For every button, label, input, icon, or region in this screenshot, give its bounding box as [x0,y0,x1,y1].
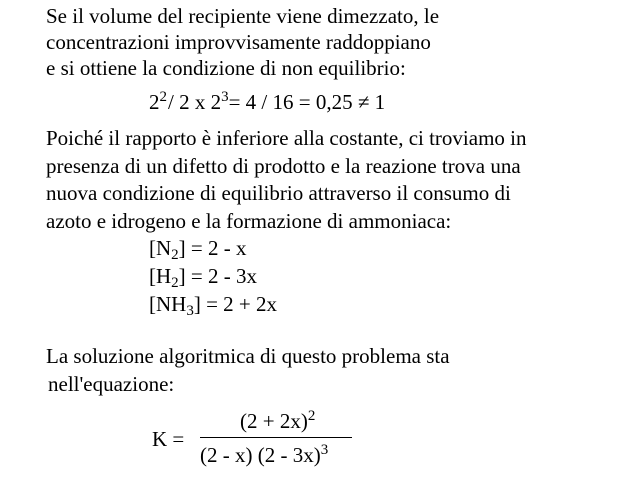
numerator-exponent: 2 [307,408,316,424]
numerator-text: (2 + 2x) [240,409,308,433]
text-line: concentrazioni improvvisamente raddoppiano [46,30,431,54]
equation-lhs: K = [152,427,185,451]
concentration-nh3 [149,292,277,317]
solution-paragraph [46,342,450,398]
text-line: e si ottiene la condizione di non equilibrio: [46,56,406,80]
text-line: Poiché il rapporto è inferiore alla costante, ci troviamo in [46,126,527,150]
fraction-bar [200,437,352,438]
equation-result: = 4 / 16 = 0,25 ≠ 1 [228,90,386,114]
equation-middle: / 2 x 2 [168,90,222,114]
fraction-denominator [200,443,328,468]
concentration-subscript: 2 [171,275,179,291]
concentration-expression: ] = 2 - x [178,236,247,260]
explanation-paragraph [46,125,527,235]
concentration-subscript: 3 [186,303,194,319]
denominator-exponent: 3 [320,442,329,458]
text-line: Se il volume del recipiente viene dimezzato, le [46,4,440,28]
concentration-n2 [149,236,247,261]
concentration-subscript: 2 [171,247,179,263]
reaction-quotient-equation [149,90,385,115]
concentration-open: [NH [149,292,187,316]
equation-exponent: 3 [221,89,229,105]
concentration-expression: ] = 2 - 3x [178,264,258,288]
equilibrium-constant-equation [152,407,362,467]
concentration-open: [H [149,264,172,288]
fraction-numerator [240,409,315,434]
intro-paragraph [46,3,439,81]
equation-exponent: 2 [159,89,167,105]
concentration-h2 [149,264,257,289]
text-line: La soluzione algoritmica di questo problema sta [46,344,450,368]
concentration-open: [N [149,236,172,260]
text-line: nuova condizione di equilibrio attraverso il consumo di [46,181,511,205]
text-line: nell'equazione: [48,372,175,396]
equation-base: 2 [149,90,160,114]
text-line: presenza di un difetto di prodotto e la reazione trova una [46,153,521,178]
concentration-expression: ] = 2 + 2x [193,292,278,316]
denominator-text: (2 - x) (2 - 3x) [200,443,321,467]
text-line: azoto e idrogeno e la formazione di ammoniaca: [46,208,452,233]
